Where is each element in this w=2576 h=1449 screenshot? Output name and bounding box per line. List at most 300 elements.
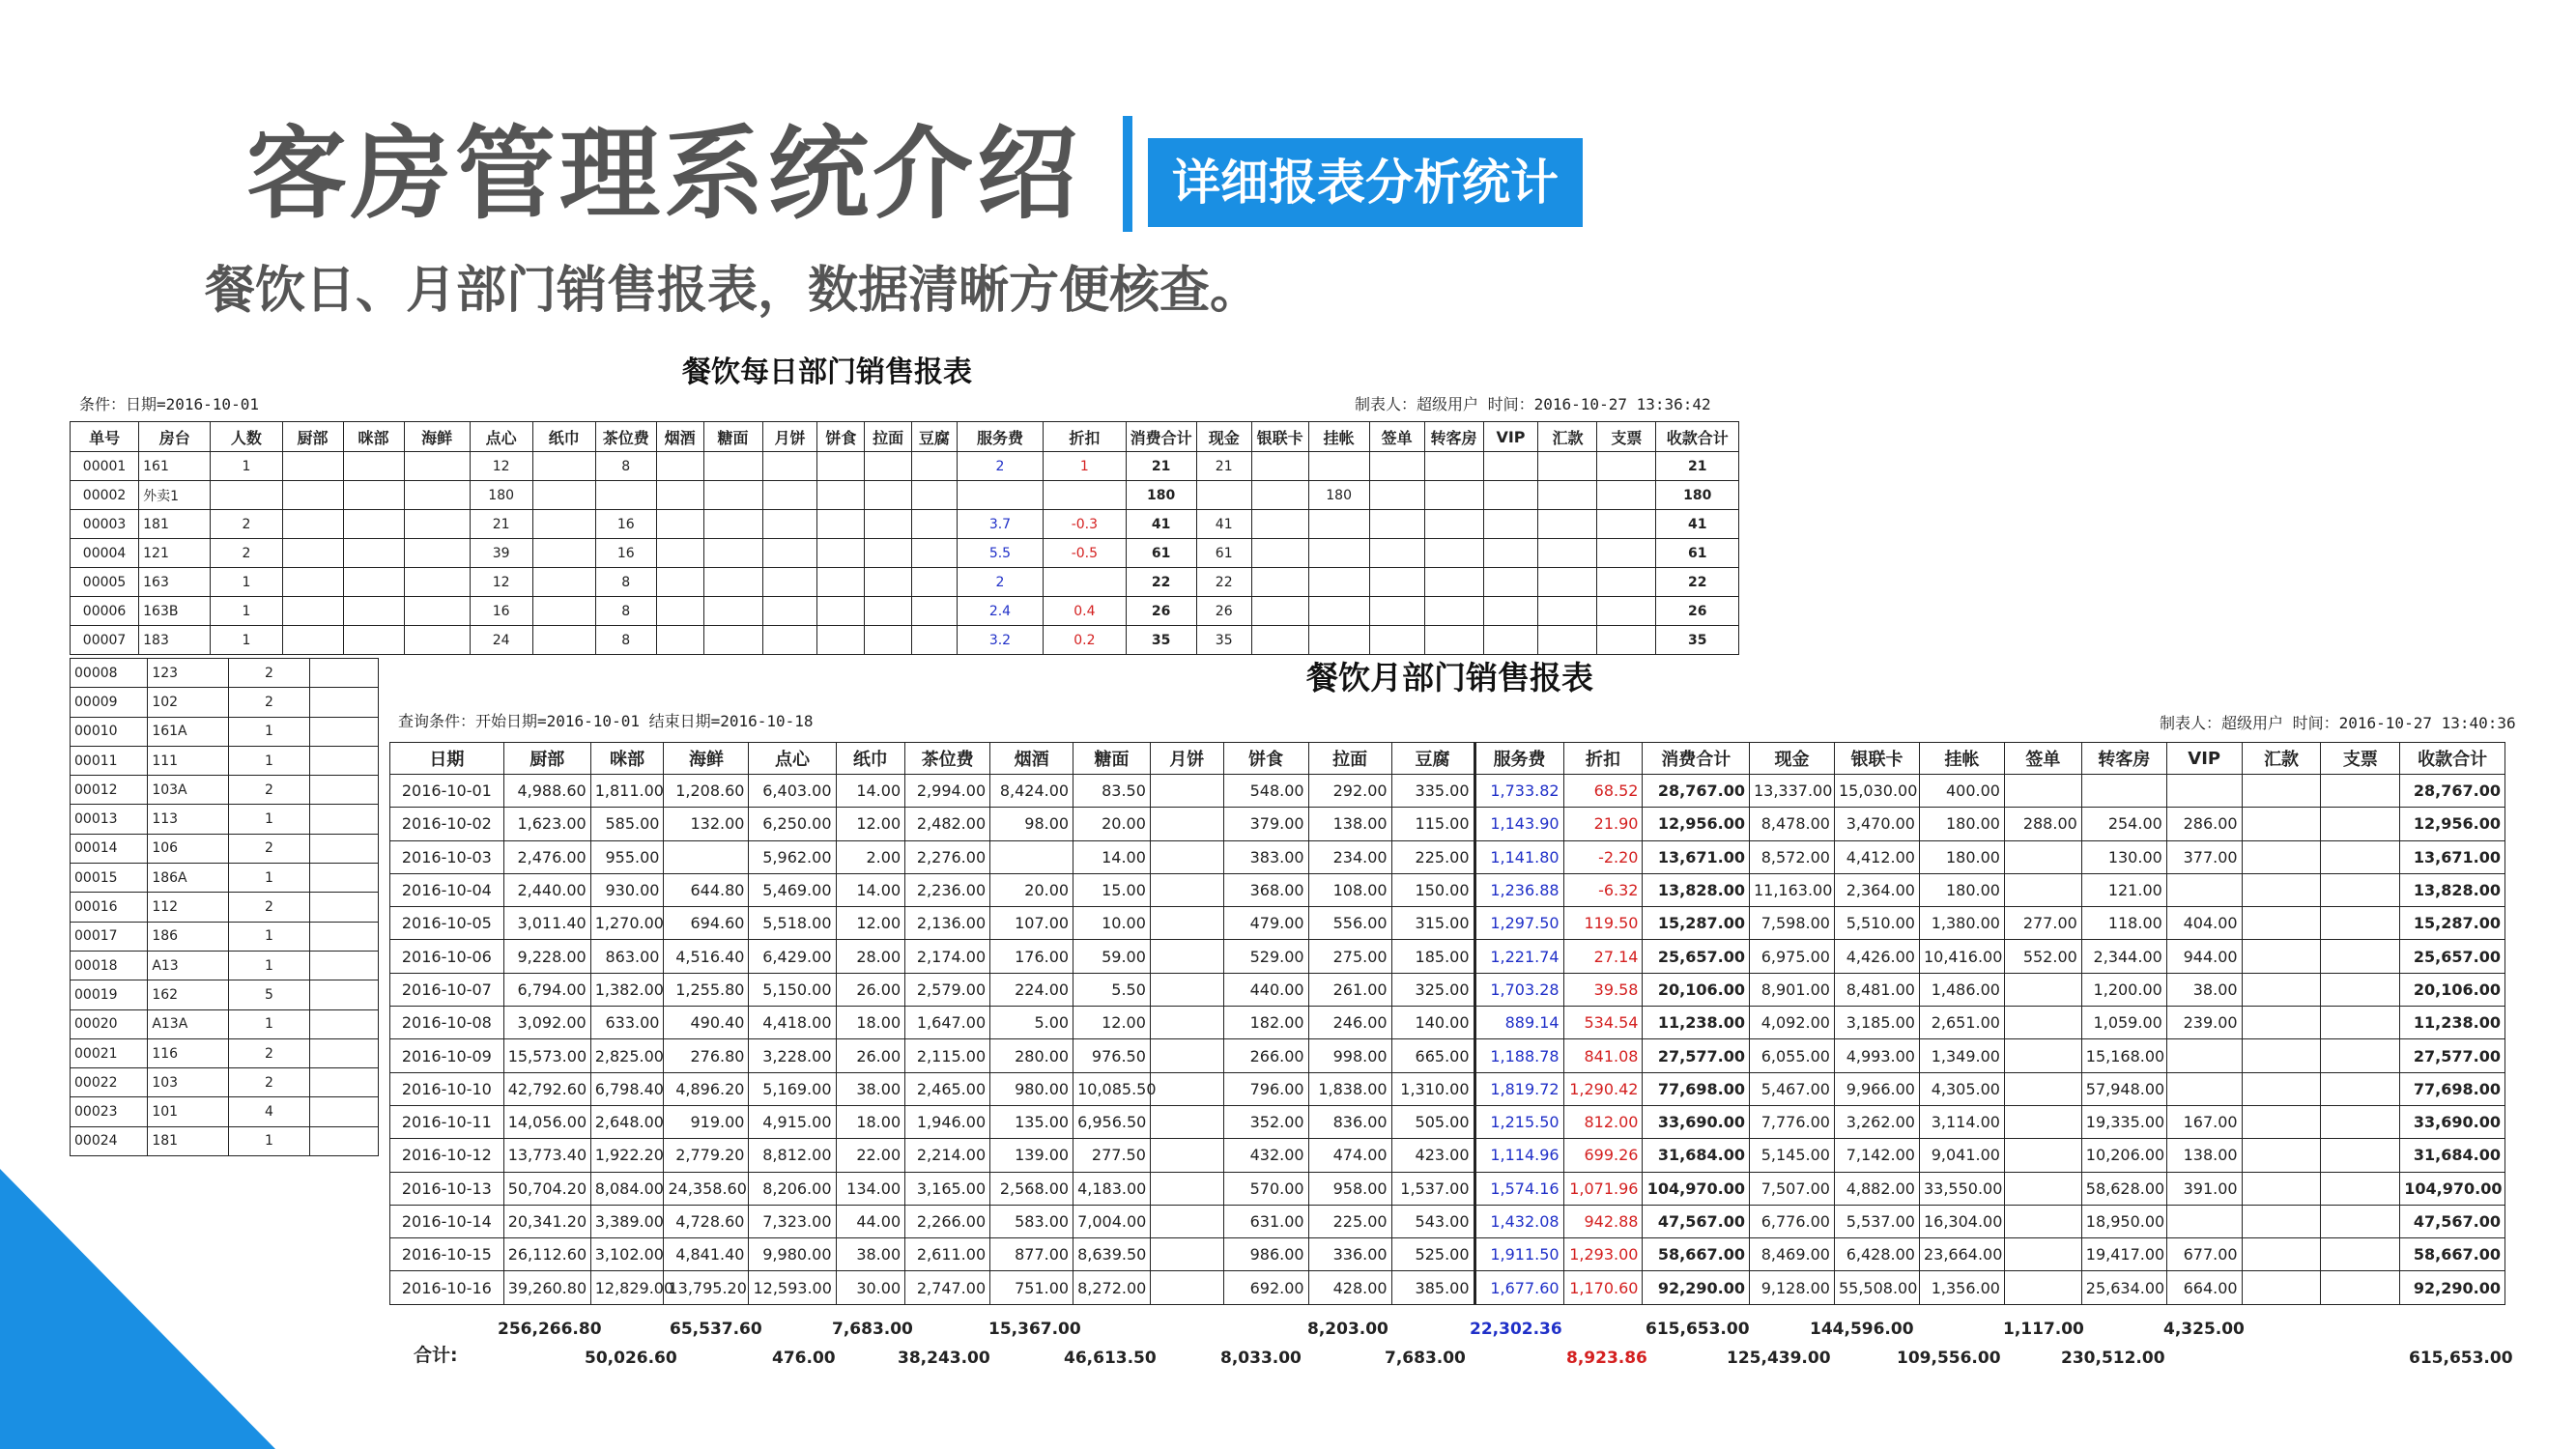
tag-accent-bar (1123, 116, 1132, 232)
total-value: 256,266.80 (498, 1320, 602, 1339)
table-cell: 39.58 (1563, 973, 1643, 1006)
table-cell (211, 481, 282, 510)
table-cell: 24 (470, 626, 532, 655)
table-cell: 22 (1196, 568, 1251, 597)
table-cell (817, 626, 865, 655)
table-cell: 8 (595, 626, 656, 655)
table-row (71, 1038, 379, 1067)
table-cell: 103A (148, 776, 229, 805)
daily-sales-table (70, 421, 1739, 655)
table-cell (1150, 873, 1223, 906)
table-cell: 38.00 (2166, 973, 2242, 1006)
table-cell: 1,647.00 (905, 1007, 990, 1039)
table-cell: 61 (1656, 539, 1739, 568)
table-cell: 548.00 (1223, 775, 1308, 808)
table-cell (404, 568, 470, 597)
table-cell: 1,293.00 (1563, 1238, 1643, 1271)
table-cell: 633.00 (590, 1007, 664, 1039)
table-cell (309, 805, 378, 834)
table-cell: 27,577.00 (2400, 1039, 2505, 1072)
table-cell (2166, 1205, 2242, 1237)
table-cell (762, 481, 817, 510)
table-cell: 180 (1126, 481, 1196, 510)
table-cell: 1,623.00 (503, 808, 590, 840)
table-cell: 1 (229, 717, 310, 746)
table-cell: 1,114.96 (1474, 1139, 1563, 1172)
table-cell: 315.00 (1391, 907, 1474, 940)
table-cell: 6,794.00 (503, 973, 590, 1006)
table-cell: 5,145.00 (1749, 1139, 1834, 1172)
table-cell: 336.00 (1308, 1238, 1391, 1271)
table-row (390, 1039, 2505, 1072)
table-cell: 8,572.00 (1749, 840, 1834, 873)
table-cell: 432.00 (1223, 1139, 1308, 1172)
table-cell: 1,255.80 (664, 973, 749, 1006)
table-row (71, 452, 1739, 481)
table-cell: 6,250.00 (749, 808, 836, 840)
table-cell: 00010 (71, 717, 148, 746)
table-cell: 21 (1656, 452, 1739, 481)
total-value: 4,325.00 (2163, 1320, 2245, 1339)
table-cell: 16,304.00 (1919, 1205, 2004, 1237)
table-cell: 5,962.00 (749, 840, 836, 873)
table-cell: 8,478.00 (1749, 808, 1834, 840)
table-cell: 552.00 (2004, 940, 2081, 973)
table-cell (865, 626, 912, 655)
column-header: 烟酒 (656, 422, 703, 452)
table-cell (912, 626, 958, 655)
table-cell: 00016 (71, 893, 148, 922)
table-cell: -2.20 (1563, 840, 1643, 873)
table-cell: 108.00 (1308, 873, 1391, 906)
table-cell (1150, 840, 1223, 873)
table-cell: 180 (1308, 481, 1369, 510)
table-cell (1150, 1238, 1223, 1271)
table-cell: 4 (229, 1097, 310, 1126)
table-cell (282, 539, 343, 568)
table-cell (1308, 510, 1369, 539)
table-cell: 11,238.00 (2400, 1007, 2505, 1039)
total-value: 8,033.00 (1220, 1349, 1302, 1368)
table-cell: 930.00 (590, 873, 664, 906)
table-cell: 254.00 (2081, 808, 2166, 840)
table-cell: 2,747.00 (905, 1271, 990, 1304)
table-cell: 423.00 (1391, 1139, 1474, 1172)
table-cell (309, 746, 378, 775)
table-cell (1150, 808, 1223, 840)
total-value: 38,243.00 (898, 1349, 990, 1368)
table-cell (1251, 481, 1308, 510)
table-cell: 130.00 (2081, 840, 2166, 873)
table-cell (703, 597, 762, 626)
table-cell: A13A (148, 1009, 229, 1038)
table-cell (1150, 1072, 1223, 1105)
total-value: 15,367.00 (988, 1320, 1081, 1339)
table-cell: 919.00 (664, 1105, 749, 1138)
table-cell: 8 (595, 597, 656, 626)
table-cell: 18.00 (836, 1007, 905, 1039)
table-cell: 2 (229, 776, 310, 805)
table-cell (2004, 973, 2081, 1006)
table-cell: 20,106.00 (2400, 973, 2505, 1006)
table-cell: 33,690.00 (2400, 1105, 2505, 1138)
table-cell: 246.00 (1308, 1007, 1391, 1039)
table-cell (817, 539, 865, 568)
table-cell: 1,349.00 (1919, 1039, 2004, 1072)
table-cell (309, 951, 378, 980)
table-cell: 186A (148, 864, 229, 893)
table-row (390, 1007, 2505, 1039)
table-cell (2004, 1172, 2081, 1205)
table-cell (2004, 1007, 2081, 1039)
table-cell: 379.00 (1223, 808, 1308, 840)
table-cell: 2016-10-02 (390, 808, 504, 840)
table-cell: 35 (1656, 626, 1739, 655)
table-cell (2242, 1007, 2321, 1039)
table-cell: 2016-10-16 (390, 1271, 504, 1304)
table-cell: 39 (470, 539, 532, 568)
table-cell: 2016-10-08 (390, 1007, 504, 1039)
table-cell (2004, 1205, 2081, 1237)
table-cell: 5,518.00 (749, 907, 836, 940)
table-cell: 5,510.00 (1834, 907, 1919, 940)
table-cell: 2016-10-12 (390, 1139, 504, 1172)
table-cell: 335.00 (1391, 775, 1474, 808)
table-cell (1251, 626, 1308, 655)
table-cell: 325.00 (1391, 973, 1474, 1006)
table-row (71, 688, 379, 717)
table-cell: 26 (1196, 597, 1251, 626)
table-cell: 183 (139, 626, 211, 655)
table-cell: 8,639.50 (1073, 1238, 1151, 1271)
table-cell: 10.00 (1073, 907, 1151, 940)
table-cell: 288.00 (2004, 808, 2081, 840)
table-cell (1369, 597, 1424, 626)
table-cell: 1,356.00 (1919, 1271, 2004, 1304)
daily-header-row (71, 422, 1739, 452)
table-cell: 796.00 (1223, 1072, 1308, 1105)
table-cell: 25,634.00 (2081, 1271, 2166, 1304)
table-cell (912, 452, 958, 481)
column-header: 海鲜 (404, 422, 470, 452)
table-cell: 132.00 (664, 808, 749, 840)
table-cell (1150, 1105, 1223, 1138)
column-header: 汇款 (1538, 422, 1597, 452)
table-cell: 1 (211, 568, 282, 597)
table-cell (1308, 452, 1369, 481)
table-cell: 3,470.00 (1834, 808, 1919, 840)
table-cell (656, 539, 703, 568)
table-cell (865, 510, 912, 539)
table-cell: 2016-10-03 (390, 840, 504, 873)
table-cell (532, 481, 595, 510)
table-cell (2166, 873, 2242, 906)
total-value: 22,302.36 (1470, 1320, 1562, 1339)
column-header: 海鲜 (664, 743, 749, 775)
table-cell: 8,084.00 (590, 1172, 664, 1205)
table-cell: 28,767.00 (1643, 775, 1750, 808)
table-cell: 35 (1196, 626, 1251, 655)
table-cell: 13,671.00 (1643, 840, 1750, 873)
table-cell: 877.00 (990, 1238, 1073, 1271)
table-cell: 5,537.00 (1834, 1205, 1919, 1237)
table-cell (817, 597, 865, 626)
table-cell: 163B (139, 597, 211, 626)
table-cell: 77,698.00 (2400, 1072, 2505, 1105)
table-cell (762, 626, 817, 655)
table-cell: 1 (1044, 452, 1126, 481)
table-cell (343, 597, 404, 626)
table-cell: 352.00 (1223, 1105, 1308, 1138)
table-cell: 2.4 (957, 597, 1043, 626)
table-cell: 2 (229, 834, 310, 863)
table-cell (912, 568, 958, 597)
table-cell (2321, 840, 2400, 873)
table-cell (1308, 568, 1369, 597)
column-header: 收款合计 (1656, 422, 1739, 452)
table-cell: 1,170.60 (1563, 1271, 1643, 1304)
table-cell (404, 452, 470, 481)
table-cell: 24,358.60 (664, 1172, 749, 1205)
table-row (390, 1105, 2505, 1138)
table-cell: 116 (148, 1038, 229, 1067)
table-cell: 186 (148, 922, 229, 951)
table-cell: 1,270.00 (590, 907, 664, 940)
table-cell: 41 (1196, 510, 1251, 539)
table-cell (817, 481, 865, 510)
table-cell: 3,102.00 (590, 1238, 664, 1271)
table-cell (656, 568, 703, 597)
column-header: 服务费 (957, 422, 1043, 452)
table-row (390, 940, 2505, 973)
table-cell: 13,795.20 (664, 1271, 749, 1304)
table-cell: 570.00 (1223, 1172, 1308, 1205)
table-cell (1483, 481, 1538, 510)
table-row (71, 1068, 379, 1097)
table-cell: 13,828.00 (2400, 873, 2505, 906)
table-cell (990, 840, 1073, 873)
table-cell: 44.00 (836, 1205, 905, 1237)
table-cell: 377.00 (2166, 840, 2242, 873)
table-cell: 139.00 (990, 1139, 1073, 1172)
table-cell: 1,380.00 (1919, 907, 2004, 940)
table-cell: 4,882.00 (1834, 1172, 1919, 1205)
table-cell: 15,287.00 (1643, 907, 1750, 940)
table-cell: 5.50 (1073, 973, 1151, 1006)
table-cell (343, 539, 404, 568)
column-header: 糖面 (1073, 743, 1151, 775)
table-cell (1597, 510, 1656, 539)
table-cell: 00006 (71, 597, 139, 626)
table-cell: 15,168.00 (2081, 1039, 2166, 1072)
table-cell: 585.00 (590, 808, 664, 840)
table-cell: 59.00 (1073, 940, 1151, 973)
table-cell: 942.88 (1563, 1205, 1643, 1237)
table-cell: 1,071.96 (1563, 1172, 1643, 1205)
column-header: 饼食 (817, 422, 865, 452)
table-cell: 1,141.80 (1474, 840, 1563, 873)
table-cell: 505.00 (1391, 1105, 1474, 1138)
table-row (71, 1126, 379, 1155)
table-cell: 14,056.00 (503, 1105, 590, 1138)
table-cell: 00011 (71, 746, 148, 775)
table-cell: 2,440.00 (503, 873, 590, 906)
table-cell: 180.00 (1919, 873, 2004, 906)
table-row (71, 539, 1739, 568)
table-cell: 1,290.42 (1563, 1072, 1643, 1105)
table-cell: 266.00 (1223, 1039, 1308, 1072)
table-cell: 180 (470, 481, 532, 510)
table-cell (1150, 973, 1223, 1006)
table-cell: 3,389.00 (590, 1205, 664, 1237)
table-cell: 33,690.00 (1643, 1105, 1750, 1138)
table-cell: 3.7 (957, 510, 1043, 539)
table-row (71, 951, 379, 980)
column-header: 转客房 (2081, 743, 2166, 775)
table-cell (2321, 1039, 2400, 1072)
table-cell: 38.00 (836, 1072, 905, 1105)
table-cell: 21 (1126, 452, 1196, 481)
table-cell: 6,776.00 (1749, 1205, 1834, 1237)
table-cell (1308, 597, 1369, 626)
table-cell: 2,648.00 (590, 1105, 664, 1138)
table-cell (656, 626, 703, 655)
table-cell (1150, 1172, 1223, 1205)
total-value: 615,653.00 (1646, 1320, 1750, 1339)
table-cell: 18,950.00 (2081, 1205, 2166, 1237)
table-cell: 2 (957, 568, 1043, 597)
table-cell (1538, 510, 1597, 539)
table-cell: 00018 (71, 951, 148, 980)
table-cell: 440.00 (1223, 973, 1308, 1006)
table-cell: 385.00 (1391, 1271, 1474, 1304)
table-cell: 00007 (71, 626, 139, 655)
table-cell: 428.00 (1308, 1271, 1391, 1304)
table-cell: 6,428.00 (1834, 1238, 1919, 1271)
table-cell: 22 (1656, 568, 1739, 597)
column-header: 咪部 (343, 422, 404, 452)
table-cell (912, 481, 958, 510)
daily-sales-table-continued (70, 658, 379, 1156)
table-cell: 2,779.20 (664, 1139, 749, 1172)
column-header: 支票 (2321, 743, 2400, 775)
table-cell (595, 481, 656, 510)
table-row (390, 907, 2505, 940)
table-cell (1424, 568, 1483, 597)
table-cell: 5.5 (957, 539, 1043, 568)
table-cell (2242, 907, 2321, 940)
table-cell (2004, 873, 2081, 906)
table-cell: 7,323.00 (749, 1205, 836, 1237)
table-cell: 525.00 (1391, 1238, 1474, 1271)
table-cell (1308, 626, 1369, 655)
table-row (390, 775, 2505, 808)
column-header: 拉面 (865, 422, 912, 452)
table-row (390, 1072, 2505, 1105)
table-cell: 2,651.00 (1919, 1007, 2004, 1039)
table-cell: 8,469.00 (1749, 1238, 1834, 1271)
table-cell: 644.80 (664, 873, 749, 906)
table-cell (343, 452, 404, 481)
table-cell: 12 (470, 452, 532, 481)
table-cell: 68.52 (1563, 775, 1643, 808)
table-cell: 677.00 (2166, 1238, 2242, 1271)
column-header: 烟酒 (990, 743, 1073, 775)
table-row (71, 568, 1739, 597)
table-cell: 21 (1196, 452, 1251, 481)
table-cell: 47,567.00 (2400, 1205, 2505, 1237)
table-cell: 7,598.00 (1749, 907, 1834, 940)
table-cell: 2,465.00 (905, 1072, 990, 1105)
table-row (71, 864, 379, 893)
table-cell: 5,169.00 (749, 1072, 836, 1105)
table-cell: 92,290.00 (1643, 1271, 1750, 1304)
table-row (71, 626, 1739, 655)
table-cell: 0.2 (1044, 626, 1126, 655)
table-cell: 261.00 (1308, 973, 1391, 1006)
table-cell: 161 (139, 452, 211, 481)
table-cell (282, 597, 343, 626)
column-header: 人数 (211, 422, 282, 452)
table-cell: 00019 (71, 980, 148, 1009)
table-cell (1483, 539, 1538, 568)
table-cell: 161A (148, 717, 229, 746)
table-row (71, 834, 379, 863)
total-value: 230,512.00 (2061, 1349, 2165, 1368)
table-cell (2242, 940, 2321, 973)
table-cell: 41 (1656, 510, 1739, 539)
table-cell (309, 659, 378, 688)
table-cell (656, 510, 703, 539)
table-cell (309, 1038, 378, 1067)
table-cell: 2 (957, 452, 1043, 481)
table-cell: 00020 (71, 1009, 148, 1038)
table-cell: 1 (229, 951, 310, 980)
table-cell (1424, 481, 1483, 510)
table-cell: 2,476.00 (503, 840, 590, 873)
table-cell: 134.00 (836, 1172, 905, 1205)
table-cell (309, 688, 378, 717)
table-cell: 1,733.82 (1474, 775, 1563, 808)
column-header: 糖面 (703, 422, 762, 452)
table-cell: 58,667.00 (1643, 1238, 1750, 1271)
table-cell (1150, 1039, 1223, 1072)
table-cell: 1,537.00 (1391, 1172, 1474, 1205)
column-header: 签单 (1369, 422, 1424, 452)
table-cell (703, 539, 762, 568)
table-cell: 2,482.00 (905, 808, 990, 840)
table-cell: 863.00 (590, 940, 664, 973)
table-cell: 2016-10-01 (390, 775, 504, 808)
table-cell: 12,956.00 (2400, 808, 2505, 840)
table-cell (532, 626, 595, 655)
table-cell (1196, 481, 1251, 510)
table-cell: 1,811.00 (590, 775, 664, 808)
table-cell: 3,011.40 (503, 907, 590, 940)
table-cell: 1 (211, 597, 282, 626)
table-cell: 1 (229, 746, 310, 775)
table-cell: 6,956.50 (1073, 1105, 1151, 1138)
table-cell: -0.5 (1044, 539, 1126, 568)
table-cell: 123 (148, 659, 229, 688)
column-header: 消费合计 (1643, 743, 1750, 775)
table-cell: 2016-10-07 (390, 973, 504, 1006)
table-cell (817, 568, 865, 597)
table-cell: 6,055.00 (1749, 1039, 1834, 1072)
table-cell: 1,221.74 (1474, 940, 1563, 973)
table-cell: 33,550.00 (1919, 1172, 2004, 1205)
table-cell: 234.00 (1308, 840, 1391, 873)
